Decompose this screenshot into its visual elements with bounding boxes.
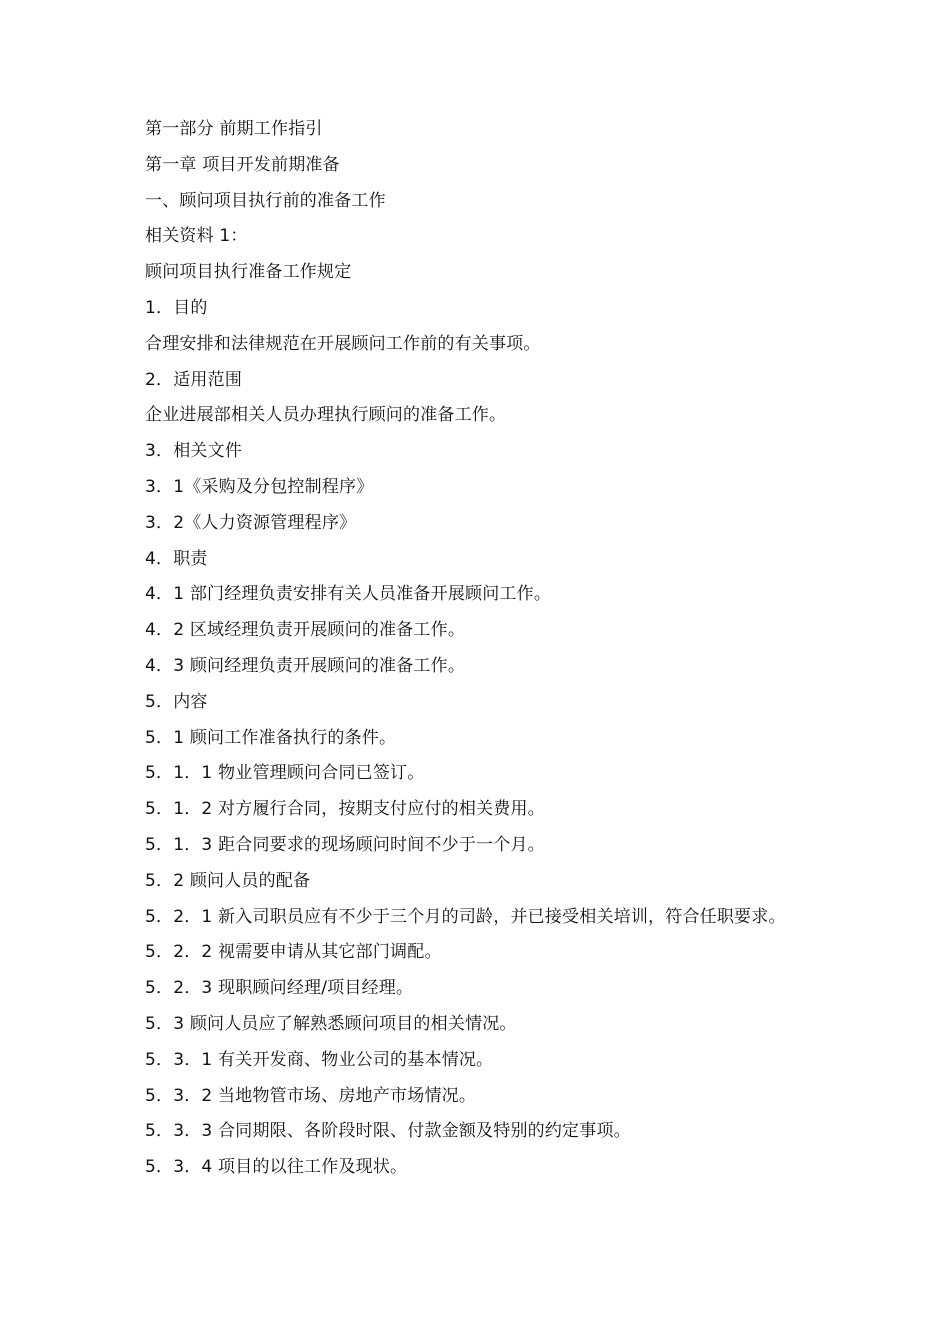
document-body <box>145 112 815 1186</box>
clause-item: 5．2 顾问人员的配备 <box>145 870 311 891</box>
clause-item: 3．1《采购及分包控制程序》 <box>145 476 374 497</box>
clause-heading: 1．目的 <box>145 297 208 318</box>
clause-heading: 2．适用范围 <box>145 369 243 390</box>
clause-heading: 4．职责 <box>145 548 208 569</box>
part-heading: 第一部分 前期工作指引 <box>145 119 323 139</box>
reference-label: 相关资料 1： <box>145 226 248 247</box>
clause-item: 5．3．1 有关开发商、物业公司的基本情况。 <box>145 1049 494 1070</box>
clause-item: 5．3．2 当地物管市场、房地产市场情况。 <box>145 1085 477 1106</box>
clause-item: 4．1 部门经理负责安排有关人员准备开展顾问工作。 <box>145 584 552 605</box>
clause-text: 企业进展部相关人员办理执行顾问的准备工作。 <box>145 405 507 426</box>
clause-item: 5．2．2 视需要申请从其它部门调配。 <box>145 942 442 963</box>
clause-item: 5．1 顾问工作准备执行的条件。 <box>145 727 397 748</box>
chapter-heading: 第一章 项目开发前期准备 <box>145 154 340 175</box>
clause-heading: 5．内容 <box>145 691 208 712</box>
clause-text: 合理安排和法律规范在开展顾问工作前的有关事项。 <box>145 333 541 354</box>
clause-item: 5．3 顾问人员应了解熟悉顾问项目的相关情况。 <box>145 1013 517 1034</box>
clause-item: 3．2《人力资源管理程序》 <box>145 512 357 533</box>
clause-item: 5．3．3 合同期限、各阶段时限、付款金额及特别的约定事项。 <box>145 1121 631 1142</box>
clause-item: 5．3．4 项目的以往工作及现状。 <box>145 1157 408 1178</box>
clause-item: 5．1．1 物业管理顾问合同已签订。 <box>145 763 425 784</box>
clause-item-wrapped: 5．2．1 新入司职员应有不少于三个月的司龄，并已接受相关培训，符合任职要求。 <box>145 906 786 927</box>
section-heading: 一、顾问项目执行前的准备工作 <box>145 190 386 211</box>
clause-item: 5．2．3 现职顾问经理/项目经理。 <box>145 978 414 999</box>
regulation-title: 顾问项目执行准备工作规定 <box>145 262 352 283</box>
clause-item: 4．2 区域经理负责开展顾问的准备工作。 <box>145 620 466 641</box>
clause-heading: 3．相关文件 <box>145 441 243 462</box>
clause-item: 5．1．3 距合同要求的现场顾问时间不少于一个月。 <box>145 834 545 855</box>
clause-item: 4．3 顾问经理负责开展顾问的准备工作。 <box>145 655 466 676</box>
clause-item: 5．1．2 对方履行合同，按期支付应付的相关费用。 <box>145 799 545 820</box>
